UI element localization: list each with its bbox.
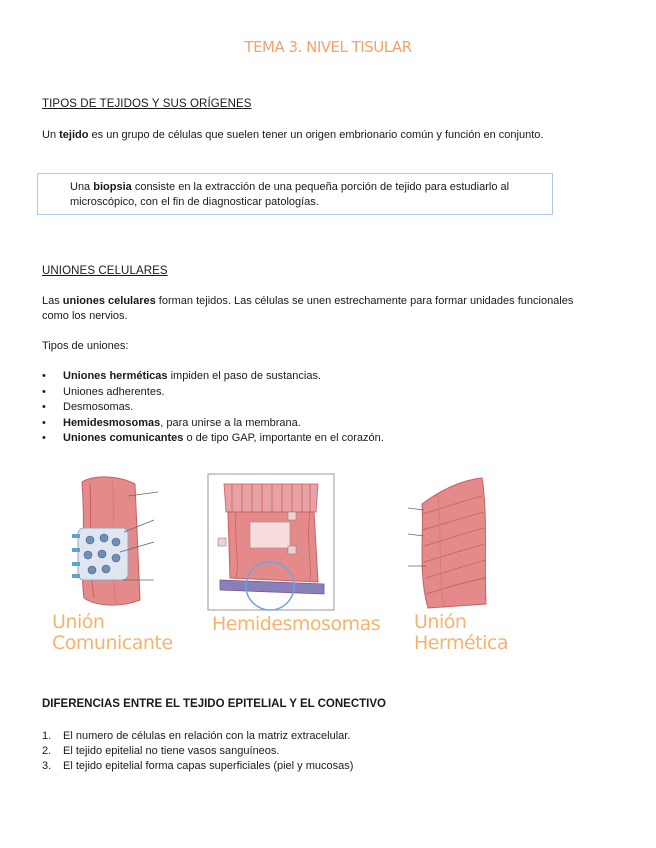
- section-heading-differences: DIFERENCIAS ENTRE EL TEJIDO EPITELIAL Y EL CONECTIVO: [42, 698, 386, 710]
- list-item-text: El tejido epitelial forma capas superficiales (piel y mucosas): [63, 760, 354, 772]
- figure-label-tight-junction: [414, 612, 508, 654]
- list-item: [42, 729, 353, 744]
- list-item: [42, 385, 384, 401]
- list-number: 3.: [42, 760, 52, 772]
- list-item: [42, 431, 384, 447]
- junctions-definition: [42, 294, 582, 324]
- list-item-bold: Uniones comunicantes: [63, 432, 184, 444]
- junction-types-list: [42, 369, 384, 447]
- list-item-text: , para unirse a la membrana.: [160, 416, 301, 429]
- junction-types-label: Tipos de uniones:: [42, 340, 129, 352]
- biopsy-term: biopsia: [93, 181, 132, 193]
- tight-junction-illustration: [398, 474, 498, 610]
- list-item-text: Uniones adherentes.: [63, 385, 165, 398]
- tissue-definition: [42, 128, 582, 143]
- section-heading-tissues: TIPOS DE TEJIDOS Y SUS ORÍGENES: [42, 98, 252, 110]
- label-line: Comunicante: [52, 632, 173, 654]
- differences-list: [42, 729, 353, 774]
- hemidesmosome-illustration: [206, 472, 336, 612]
- list-item-bold: Hemidesmosomas: [63, 416, 161, 429]
- list-item: [42, 416, 384, 432]
- list-item-bold: Uniones herméticas: [63, 370, 168, 382]
- list-item-text: impiden el paso de sustancias.: [167, 370, 322, 382]
- list-item-text: Desmosomas.: [63, 401, 134, 413]
- biopsy-definition: [70, 180, 540, 210]
- label-line: Unión: [414, 611, 467, 633]
- list-item-text: El tejido epitelial no tiene vasos sanguíneos.: [63, 745, 280, 757]
- biopsy-pre: Una: [70, 181, 94, 193]
- list-item-text: o de tipo GAP, importante en el corazón.: [183, 432, 384, 444]
- page-title: TEMA 3. NIVEL TISULAR: [244, 38, 412, 56]
- gap-junction-illustration: [50, 470, 170, 610]
- junctions-pre: Las: [42, 295, 63, 307]
- section-heading-junctions: UNIONES CELULARES: [42, 265, 168, 277]
- figure-label-gap-junction: [52, 612, 173, 654]
- tissue-term: tejido: [59, 129, 89, 141]
- list-number: 2.: [42, 745, 52, 757]
- list-number: 1.: [42, 730, 52, 742]
- label-line: Unión: [52, 611, 105, 633]
- junctions-post: forman tejidos. Las células se unen estrechamente para formar unidades funcionales como los nervios.: [42, 295, 574, 322]
- list-item: [42, 759, 353, 774]
- list-item-text: El numero de células en relación con la matriz extracelular.: [63, 730, 351, 742]
- biopsy-callout-box: [37, 173, 553, 215]
- label-line: Hermética: [414, 632, 508, 654]
- figure-label-hemidesmosomes: Hemidesmosomas: [212, 613, 381, 635]
- tissue-definition-post: es un grupo de células que suelen tener un origen embrionario común y función en conjunto.: [88, 129, 544, 141]
- tissue-definition-pre: Un: [42, 129, 60, 141]
- junctions-term: uniones celulares: [62, 295, 156, 307]
- list-item: [42, 400, 384, 416]
- biopsy-post: consiste en la extracción de una pequeña porción de tejido para estudiarlo al microscópico, con el fin de diagnosticar patologías.: [70, 181, 510, 208]
- list-item: [42, 744, 353, 759]
- list-item: [42, 369, 384, 385]
